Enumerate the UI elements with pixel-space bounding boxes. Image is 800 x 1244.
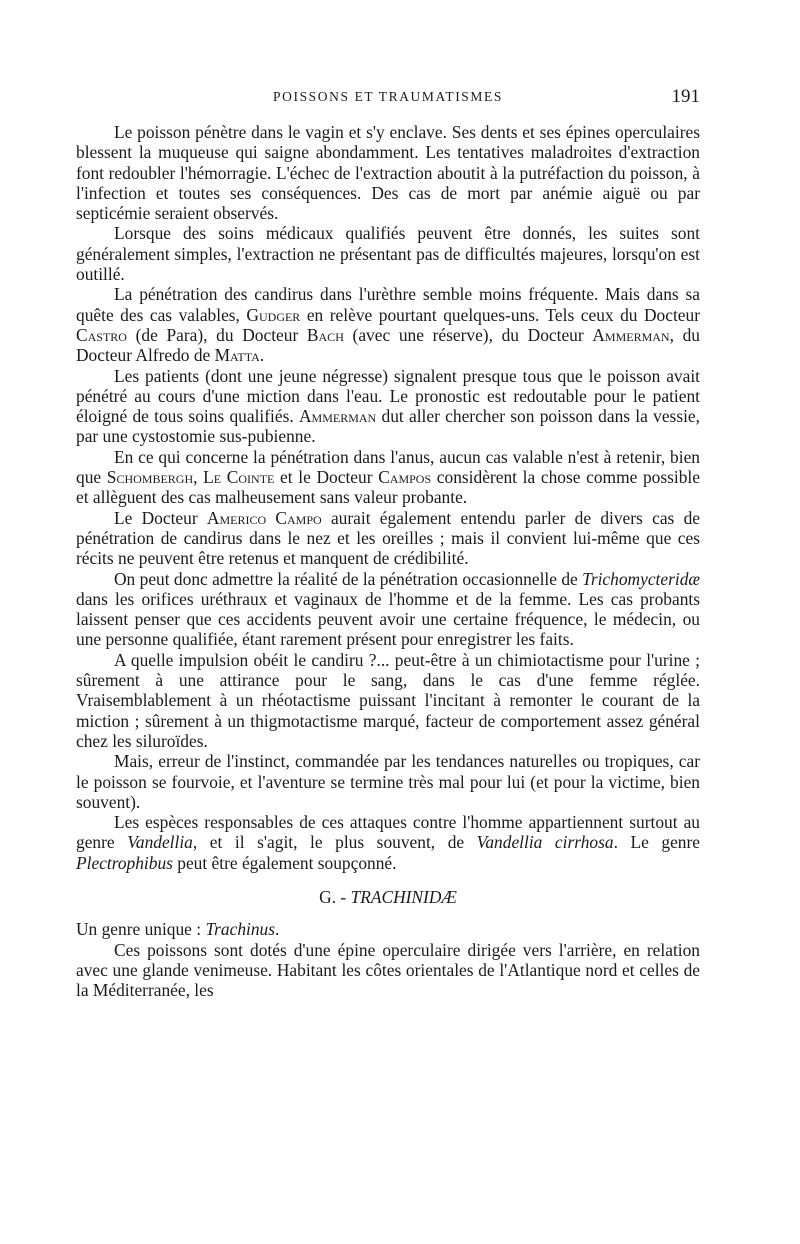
paragraph-10 bbox=[76, 812, 700, 873]
section-prefix: G. - bbox=[319, 886, 351, 907]
page-number: 191 bbox=[671, 86, 700, 107]
text-run: On peut donc admettre la réalité de la pénétration occasionnelle de bbox=[114, 568, 583, 589]
text-run: (avec une réserve), du Docteur bbox=[343, 324, 593, 345]
author-name: Gudger bbox=[246, 304, 301, 325]
taxon-name: Trichomycteridæ bbox=[582, 568, 700, 589]
author-name: Campos bbox=[378, 467, 432, 488]
text-run: La pénétration des candirus dans l'urèthre semble moins fréquente. Mais dans sa quête des cas valables, bbox=[76, 284, 700, 325]
text-run: et le Docteur bbox=[274, 467, 379, 488]
paragraph-5 bbox=[76, 447, 700, 508]
paragraph-4 bbox=[76, 366, 700, 447]
author-name: Schombergh bbox=[106, 467, 194, 488]
body-text bbox=[76, 122, 700, 1000]
running-head bbox=[76, 86, 700, 110]
paragraph-3 bbox=[76, 284, 700, 365]
author-name: Castro bbox=[76, 324, 127, 345]
text-run: Les espèces responsables de ces attaques contre l'homme appartiennent surtout au genre bbox=[76, 812, 700, 853]
paragraph-11 bbox=[76, 919, 700, 939]
paragraph-8: A quelle impulsion obéit le candiru ?... peut-être à un chimiotactisme pour l'urine ; sûrement à une attirance pour le sang, dans le cas d'une femme réglée. Vraisemblablement à un rhéotactisme puissant l'incitant à remonter le courant de la miction ; sûrement à un thigmotactisme marqué, facteur de comportement assez général chez les siluroïdes. bbox=[76, 649, 700, 751]
author-name: Bach bbox=[306, 324, 344, 345]
author-name: Ammerman bbox=[298, 406, 377, 427]
text-run: dans les orifices uréthraux et vaginaux de l'homme et de la femme. Les cas probants laissent penser que ces accidents peuvent avoir une certaine fréquence, le médecin, ou une personne qualifiée, étant rarement présent pour enregistrer les faits. bbox=[76, 588, 700, 650]
taxon-name: Trachinus bbox=[205, 919, 276, 940]
taxon-name: Plectrophibus bbox=[76, 852, 173, 873]
text-run: . bbox=[275, 919, 280, 940]
paragraph-2: Lorsque des soins médicaux qualifiés peuvent être donnés, les suites sont généralement simples, l'extraction ne présentant pas de difficultés majeures, lorsqu'on est outillé. bbox=[76, 223, 700, 285]
text-run: . bbox=[259, 345, 265, 366]
paragraph-1: Le poisson pénètre dans le vagin et s'y enclave. Ses dents et ses épines operculaires blessent la muqueuse qui saigne abondamment. Les tentatives maladroites d'extraction font redoubler l'hémorragie. L'échec de l'extraction aboutit à la putréfaction du poisson, à l'infection et toutes ses conséquences. Des cas de mort par anémie aiguë ou par septicémie seraient observés. bbox=[76, 122, 700, 224]
taxon-name: Vandellia cirrhosa bbox=[476, 832, 614, 853]
text-run: (de Para), du Docteur bbox=[126, 324, 307, 345]
author-name: Ammerman bbox=[592, 324, 670, 345]
paragraph-9: Mais, erreur de l'instinct, commandée par les tendances naturelles ou tropiques, car le poisson se fourvoie, et l'aventure se termine très mal pour lui (et pour la victime, bien souvent). bbox=[76, 751, 700, 812]
text-run: en relève pourtant quelques-uns. Tels ceux du Docteur bbox=[300, 304, 701, 325]
paragraph-7 bbox=[76, 569, 700, 650]
paragraph-6 bbox=[76, 508, 700, 569]
taxon-name: Vandellia bbox=[127, 832, 193, 853]
text-run: , bbox=[193, 467, 204, 488]
text-run: peut être également soupçonné. bbox=[172, 852, 397, 873]
author-name: Matta bbox=[214, 345, 260, 366]
text-run: considèrent la chose comme possible et allèguent des cas malheusement sans valeur probante. bbox=[76, 467, 700, 508]
paragraph-12: Ces poissons sont dotés d'une épine operculaire dirigée vers l'arrière, en relation avec une glande venimeuse. Habitant les côtes orientales de l'Atlantique nord et celles de la Méditerranée, les bbox=[76, 939, 700, 1001]
text-run: , du Docteur Alfredo de bbox=[76, 324, 700, 366]
text-run: Le Docteur bbox=[114, 507, 207, 528]
text-run: . Le genre bbox=[613, 832, 700, 853]
author-name: Le Cointe bbox=[203, 467, 275, 488]
text-run: En ce qui concerne la pénétration dans l'anus, aucun cas valable n'est à retenir, bien que bbox=[76, 446, 700, 488]
text-run: , et il s'agit, le plus souvent, de bbox=[192, 832, 477, 853]
text-run: Les patients (dont une jeune négresse) signalent presque tous que le poisson avait pénétré au cours d'une miction dans l'eau. Le pronostic est redoutable pour le patient éloigné de tous soins qualifiés. bbox=[76, 365, 700, 427]
running-title: POISSONS ET TRAUMATISMES bbox=[273, 89, 503, 104]
section-heading bbox=[76, 887, 700, 907]
text-run: Un genre unique : bbox=[76, 919, 206, 940]
section-title: TRACHINIDÆ bbox=[350, 886, 457, 907]
text-run: dut aller chercher son poisson dans la vessie, par une cystostomie sus-pubienne. bbox=[76, 406, 700, 447]
author-name: Americo Campo bbox=[206, 507, 322, 528]
text-run: aurait également entendu parler de divers cas de pénétration de candirus dans le nez et les oreilles ; mais il convient lui-même que ces récits ne peuvent être retenus et manquent de crédibilité. bbox=[76, 507, 700, 569]
